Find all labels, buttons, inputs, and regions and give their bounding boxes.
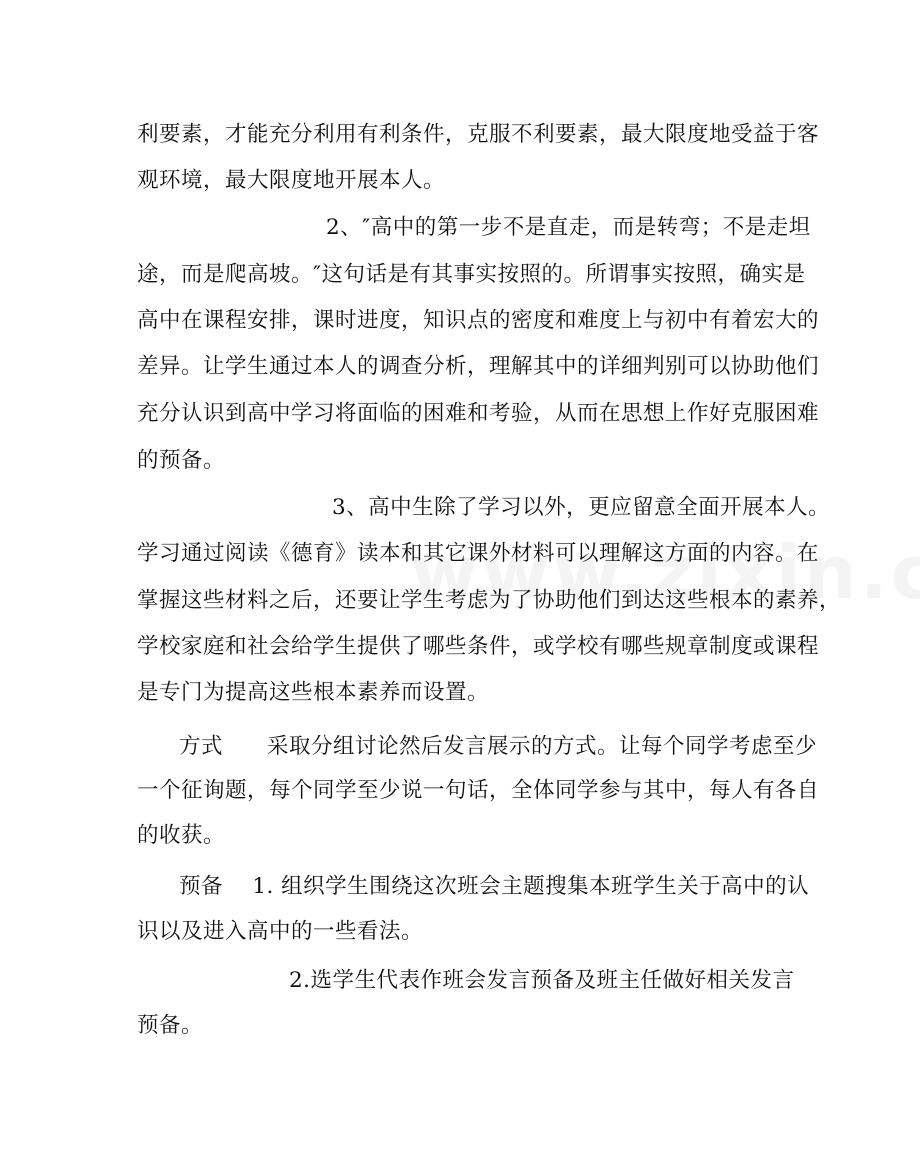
- paragraph-1-line-1: 利要素，才能充分利用有利条件，克服不利要素，最大限度地受益于客: [137, 122, 820, 147]
- paragraph-2-line-2: 途，而是爬高坡。″这句话是有其事实按照的。所谓事实按照，确实是: [137, 262, 806, 287]
- paragraph-3-line-3: 掌握这些材料之后，还要让学生考虑为了协助他们到达这些根本的素养，: [137, 588, 842, 613]
- paragraph-5-line-2: 识以及进入高中的一些看法。: [137, 919, 424, 944]
- paragraph-6-line-1: 2.选学生代表作班会发言预备及班主任做好相关发言: [289, 968, 795, 993]
- paragraph-2-line-1: 2、″高中的第一步不是直走，而是转弯；不是走坦: [326, 215, 811, 240]
- paragraph-2-line-5: 充分认识到高中学习将面临的困难和考验，从而在思想上作好克服困难: [137, 401, 820, 426]
- paragraph-5-line-1: 预备 1. 组织学生围绕这次班会主题搜集本班学生关于高中的认: [179, 874, 810, 899]
- paragraph-4-line-3: 的收获。: [137, 823, 226, 848]
- paragraph-3-line-5: 是专门为提高这些根本素养而设置。: [137, 680, 490, 705]
- paragraph-3-line-4: 学校家庭和社会给学生提供了哪些条件，或学校有哪些规章制度或课程: [137, 634, 820, 659]
- paragraph-2-line-6: 的预备。: [137, 448, 226, 473]
- paragraph-2-line-4: 差异。让学生通过本人的调查分析，理解其中的详细判别可以协助他们: [137, 354, 820, 379]
- paragraph-4-line-2: 一个征询题，每个同学至少说一句话，全体同学参与其中，每人有各自: [137, 778, 820, 803]
- paragraph-2-line-3: 高中在课程安排，课时进度，知识点的密度和难度上与初中有着宏大的: [137, 308, 820, 333]
- paragraph-3-line-2: 学习通过阅读《德育》读本和其它课外材料可以理解这方面的内容。在: [137, 541, 820, 566]
- paragraph-4-line-1: 方式 采取分组讨论然后发言展示的方式。让每个同学考虑至少: [179, 734, 818, 759]
- paragraph-1-line-2: 观环境，最大限度地开展本人。: [137, 168, 446, 193]
- paragraph-6-line-2: 预备。: [137, 1013, 204, 1038]
- paragraph-3-line-1: 3、高中生除了学习以外，更应留意全面开展本人。: [332, 495, 831, 520]
